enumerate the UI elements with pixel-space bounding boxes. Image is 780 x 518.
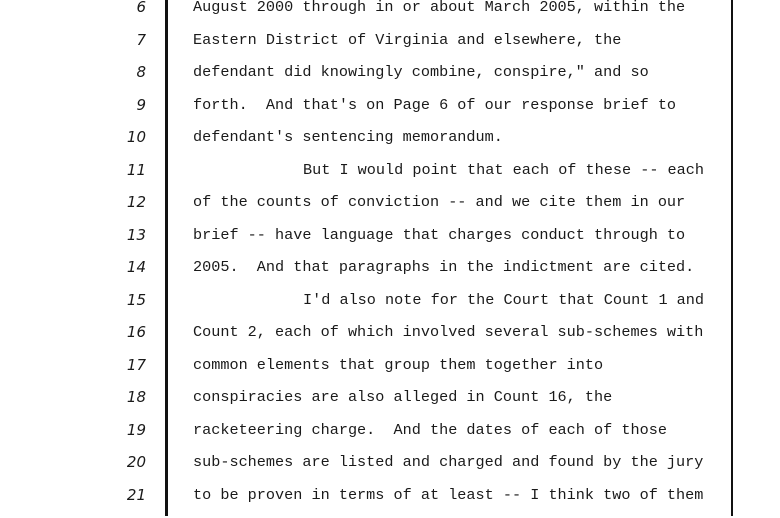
line-number: 8 [136, 63, 146, 81]
transcript-line [0, 258, 780, 290]
line-text: brief -- have language that charges conduct through to [193, 225, 686, 244]
line-number: 21 [126, 485, 146, 504]
transcript-line [0, 0, 780, 30]
line-text: Eastern District of Virginia and elsewhere, the [193, 30, 622, 49]
line-number: 19 [126, 420, 146, 439]
line-number: 7 [136, 30, 146, 49]
line-number: 9 [136, 95, 146, 114]
line-text: defendant's sentencing memorandum. [193, 128, 503, 146]
line-text: conspiracies are also alleged in Count 16, the [193, 388, 613, 406]
transcript-line [0, 388, 780, 420]
transcript-line [0, 226, 780, 258]
line-text: forth. And that's on Page 6 of our response brief to [193, 95, 677, 114]
line-text: to be proven in terms of at least -- I think two of them [193, 485, 704, 504]
line-text: racketeering charge. And the dates of each of those [193, 420, 667, 439]
transcript-line [0, 63, 780, 95]
line-number: 11 [126, 160, 146, 179]
transcript-line [0, 323, 780, 355]
line-number: 13 [126, 225, 146, 244]
line-text: defendant did knowingly combine, conspire," and so [193, 63, 649, 81]
line-number: 10 [126, 128, 146, 146]
transcript-line [0, 96, 780, 128]
transcript-line [0, 128, 780, 160]
transcript-line [0, 161, 780, 193]
transcript-line [0, 291, 780, 323]
line-text: Count 2, each of which involved several sub-schemes with [193, 323, 704, 341]
line-number: 20 [126, 453, 146, 471]
transcript-line [0, 31, 780, 63]
line-text: August 2000 through in or about March 2005, within the [193, 0, 686, 16]
line-text: I'd also note for the Court that Count 1 and [303, 290, 705, 309]
line-text: of the counts of conviction -- and we cite them in our [193, 193, 686, 211]
transcript-line [0, 453, 780, 485]
line-text: But I would point that each of these -- each [303, 160, 705, 179]
transcript-line [0, 486, 780, 518]
transcript-line [0, 356, 780, 388]
line-number: 18 [126, 388, 146, 406]
line-text: sub-schemes are listed and charged and found by the jury [193, 453, 704, 471]
line-number: 16 [126, 323, 146, 341]
transcript-line [0, 193, 780, 225]
line-number: 12 [126, 193, 146, 211]
line-number: 6 [136, 0, 146, 16]
line-number: 15 [126, 290, 146, 309]
line-number: 17 [126, 355, 146, 374]
transcript-line [0, 421, 780, 453]
line-text: common elements that group them together into [193, 355, 604, 374]
line-number: 14 [126, 258, 146, 276]
line-text: 2005. And that paragraphs in the indictment are cited. [193, 258, 695, 276]
